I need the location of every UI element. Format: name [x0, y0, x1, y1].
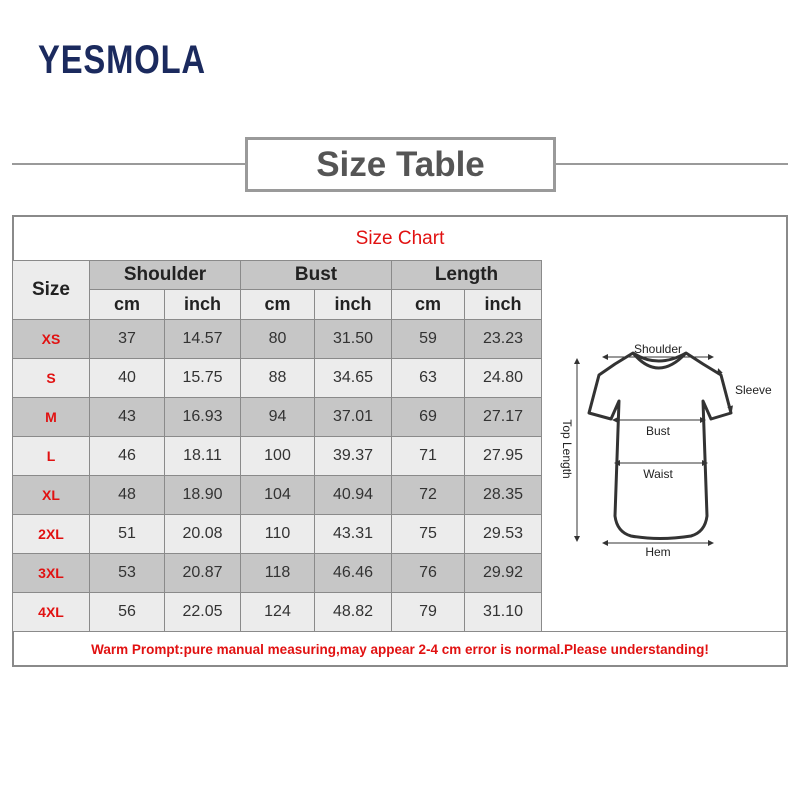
measurement-cell: 31.10 [465, 593, 542, 632]
shoulder-header: Shoulder [90, 261, 241, 290]
measurement-cell: 94 [241, 398, 315, 437]
size-table [12, 260, 542, 632]
length-header: Length [392, 261, 542, 290]
size-cell: XS [13, 320, 90, 359]
chart-title: Size Chart [355, 228, 445, 249]
tshirt-measure-diagram [541, 261, 786, 631]
top-length-label: Top Length [560, 419, 574, 479]
measurement-cell: 14.57 [165, 320, 241, 359]
measurement-cell: 22.05 [165, 593, 241, 632]
bust-header: Bust [241, 261, 392, 290]
measurement-cell: 29.53 [465, 515, 542, 554]
measurement-cell: 40 [90, 359, 165, 398]
unit-header: inch [165, 290, 241, 320]
measurement-cell: 43 [90, 398, 165, 437]
size-cell: 4XL [13, 593, 90, 632]
tshirt-diagram-svg [541, 261, 786, 631]
table-row [13, 437, 542, 476]
measurement-cell: 48 [90, 476, 165, 515]
measurement-cell: 18.11 [165, 437, 241, 476]
measurement-cell: 20.87 [165, 554, 241, 593]
measurement-cell: 118 [241, 554, 315, 593]
measurement-cell: 40.94 [315, 476, 392, 515]
table-row [13, 554, 542, 593]
table-row [13, 320, 542, 359]
sleeve-label: Sleeve [735, 383, 772, 397]
measurement-cell: 16.93 [165, 398, 241, 437]
measurement-cell: 88 [241, 359, 315, 398]
waist-label: Waist [643, 467, 673, 481]
size-cell: M [13, 398, 90, 437]
table-row [13, 398, 542, 437]
table-row [13, 359, 542, 398]
measurement-cell: 110 [241, 515, 315, 554]
measurement-cell: 80 [241, 320, 315, 359]
measurement-cell: 37.01 [315, 398, 392, 437]
measurement-cell: 104 [241, 476, 315, 515]
measurement-cell: 31.50 [315, 320, 392, 359]
measurement-cell: 100 [241, 437, 315, 476]
measurement-cell: 72 [392, 476, 465, 515]
measurement-cell: 71 [392, 437, 465, 476]
measurement-cell: 24.80 [465, 359, 542, 398]
size-cell: 2XL [13, 515, 90, 554]
measurement-cell: 37 [90, 320, 165, 359]
unit-header: cm [392, 290, 465, 320]
measurement-cell: 79 [392, 593, 465, 632]
title-divider-right [556, 163, 788, 165]
measurement-cell: 23.23 [465, 320, 542, 359]
size-cell: L [13, 437, 90, 476]
table-row [13, 593, 542, 632]
measurement-cell: 69 [392, 398, 465, 437]
unit-header: cm [241, 290, 315, 320]
unit-header: cm [90, 290, 165, 320]
unit-header: inch [315, 290, 392, 320]
tshirt-icon [589, 353, 731, 539]
size-cell: XL [13, 476, 90, 515]
size-cell: 3XL [13, 554, 90, 593]
measurement-cell: 20.08 [165, 515, 241, 554]
unit-header: inch [465, 290, 542, 320]
measurement-cell: 27.17 [465, 398, 542, 437]
measurement-cell: 76 [392, 554, 465, 593]
warning-note: Warm Prompt:pure manual measuring,may appear 2-4 cm error is normal.Please understanding! [14, 631, 786, 666]
measurement-cell: 51 [90, 515, 165, 554]
measurement-cell: 29.92 [465, 554, 542, 593]
measurement-cell: 46 [90, 437, 165, 476]
measurement-cell: 27.95 [465, 437, 542, 476]
measurement-cell: 34.65 [315, 359, 392, 398]
section-title-box [245, 137, 556, 192]
measurement-cell: 124 [241, 593, 315, 632]
size-cell: S [13, 359, 90, 398]
bust-label: Bust [645, 424, 671, 438]
shoulder-label: Shoulder [633, 342, 683, 356]
measurement-cell: 59 [392, 320, 465, 359]
table-row [13, 515, 542, 554]
measurement-cell: 75 [392, 515, 465, 554]
title-divider-left [12, 163, 245, 165]
table-row [13, 476, 542, 515]
measurement-cell: 48.82 [315, 593, 392, 632]
measurement-cell: 63 [392, 359, 465, 398]
size-column-header: Size [13, 261, 90, 320]
measurement-cell: 15.75 [165, 359, 241, 398]
measurement-cell: 46.46 [315, 554, 392, 593]
measurement-cell: 56 [90, 593, 165, 632]
measurement-cell: 28.35 [465, 476, 542, 515]
measurement-cell: 53 [90, 554, 165, 593]
measurement-cell: 18.90 [165, 476, 241, 515]
brand-logo: YESMOLA [38, 38, 206, 82]
hem-label: Hem [645, 545, 671, 559]
measurement-cell: 39.37 [315, 437, 392, 476]
section-title: Size Table [316, 144, 485, 184]
measurement-cell: 43.31 [315, 515, 392, 554]
